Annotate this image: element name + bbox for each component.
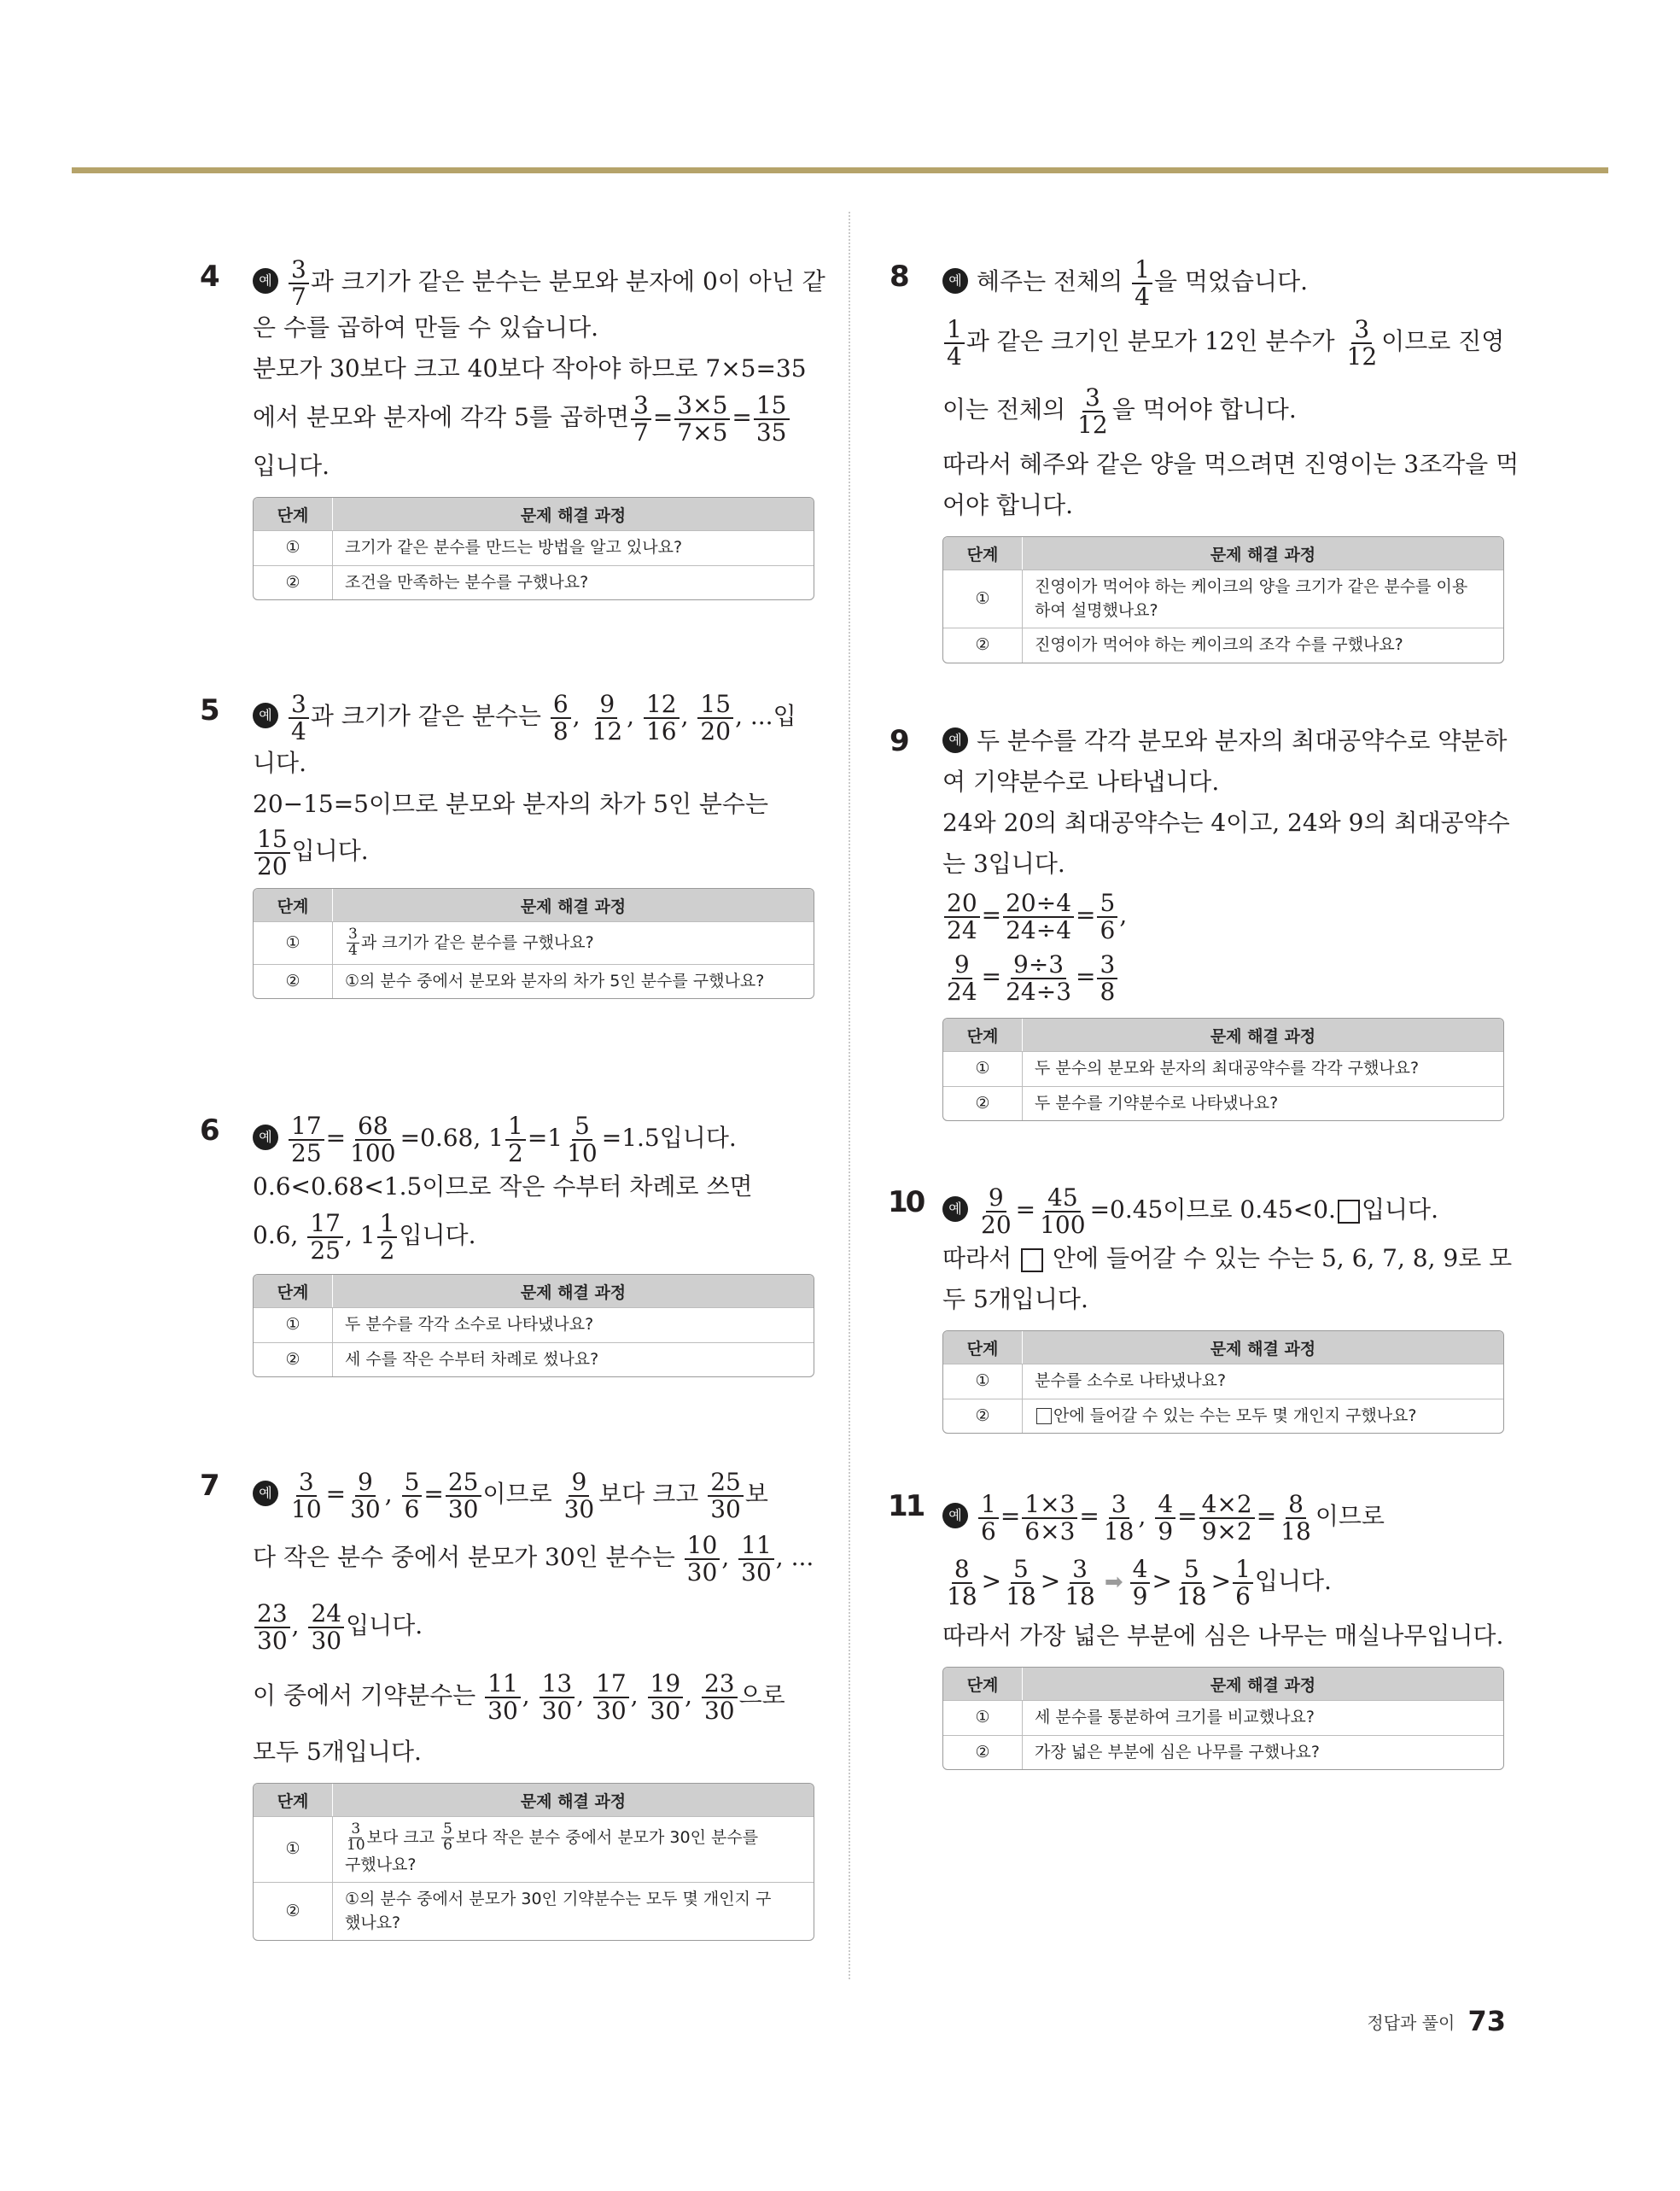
rubric-table: 단계 문제 해결 과정 ① $\frac{3}{4}$ 과 크기가 같은 분수를 구했나요? ② ①의 분수 중에서 분모와 분자의 차가 5인 분수를 구했나요? — [253, 888, 814, 999]
column-divider — [849, 212, 850, 1979]
text: 24와 20의 최대공약수는 4이고, 24와 9의 최대공약수 — [942, 809, 1510, 837]
fraction: $\frac{9}{24}$ — [947, 950, 977, 1006]
fraction: $\frac{23}{30}$ — [254, 1601, 290, 1653]
text: 이 중에서 기약분수는 — [253, 1681, 476, 1709]
fraction: $\frac{23}{30}$ — [702, 1671, 738, 1723]
fraction: $\frac{9}{12}$ — [592, 690, 623, 745]
problem-number: 10 — [888, 1185, 924, 1219]
fraction: $\frac{4}{9}$ — [1155, 1492, 1175, 1544]
fraction: $\frac{20}{24}$ — [944, 891, 980, 943]
text: 은 수를 곱하여 만들 수 있습니다. — [253, 313, 599, 342]
text: 따라서 가장 넓은 부분에 심은 나무는 매실나무입니다. — [942, 1621, 1504, 1650]
page-number: 73 — [1467, 2005, 1506, 2037]
fraction: $\frac{15}{20}$ — [254, 827, 290, 879]
fraction: $\frac{9}{30}$ — [350, 1468, 381, 1523]
fraction: $\frac{11}{30}$ — [485, 1671, 521, 1723]
fraction: $\frac{5}{6}$ — [1097, 891, 1117, 943]
problem-6: 6 예 $\frac{17}{25}$ = $\frac{68}{100}$ =0.68, 1 $\frac{1}{2}$ =1 $\frac{5}{10}$ =1.5입니다. 0.6<0.68<1.5이므로 작은 수부터 차례로 쓰면 0.6, $\frac{17}{25}$ , 1 $\frac{1}{2}$ 입니다. 단계 문제 해결 과정 ① 두 분수를 각각 소수로 나타냈나요? ② 세 수를 작은 수부터 차례로 썼나요? — [253, 1110, 816, 1377]
example-mark: 예 — [253, 268, 278, 294]
rubric-step-2: ①의 분수 중에서 분모와 분자의 차가 5인 분수를 구했나요? — [333, 964, 814, 999]
problem-4: 4 예 $\frac{3}{7}$ 과 크기가 같은 분수는 분모와 분자에 0이 아닌 같 은 수를 곱하여 만들 수 있습니다. 분모가 30보다 크고 40보다 작아야 하므로 7×5=35 에서 분모와 분자에 각각 5를 곱하면 $\frac{3}{7}$ = $\frac{3\times 5}{7\times 5}$ = $\frac{15}{35}$ 입니다. 단계 문제 해결 과정 ① 크기가 같은 분수를 만드는 방법을 알고 있나요? ② 조건을 만족하는 분수를 구했나요? — [253, 256, 816, 600]
fraction: $\frac{3}{8}$ — [1097, 952, 1117, 1004]
fraction: $\frac{8}{18}$ — [947, 1555, 977, 1610]
fraction: $\frac{5}{18}$ — [1175, 1555, 1207, 1610]
fraction: $\frac{3}{18}$ — [1103, 1490, 1135, 1545]
fraction: $\frac{4}{9}$ — [1130, 1557, 1151, 1609]
problem-number: 4 — [200, 260, 220, 294]
problem-number: 8 — [890, 260, 910, 294]
text: 20−15=5이므로 분모와 분자의 차가 5인 분수는 — [253, 790, 769, 818]
fraction: $\frac{8}{18}$ — [1280, 1490, 1311, 1545]
rubric-step-1: 분수를 소수로 나타냈나요? — [1023, 1364, 1503, 1399]
fraction: $\frac{3}{10}$ — [291, 1468, 322, 1523]
text: 0.6<0.68<1.5이므로 작은 수부터 차례로 쓰면 — [253, 1172, 753, 1201]
fraction: $\frac{3\times 5}{7\times 5}$ — [674, 393, 730, 445]
rubric-step-1: $\frac{3}{10}$ 보다 크고 $\frac{5}{6}$ 보다 작은 분수 중에서 분모가 30인 분수를 구했나요? — [333, 1816, 814, 1882]
problem-number: 6 — [200, 1113, 220, 1148]
fraction: $\frac{5}{10}$ — [567, 1112, 598, 1167]
problem-number: 9 — [890, 724, 910, 758]
fraction: $\frac{15}{20}$ — [697, 692, 733, 744]
rubric-table: 단계 문제 해결 과정 ① 두 분수를 각각 소수로 나타냈나요? ② 세 수를 작은 수부터 차례로 썼나요? — [253, 1274, 814, 1377]
blank-box — [1338, 1200, 1360, 1224]
example-mark: 예 — [942, 268, 968, 294]
fraction: $\frac{17}{25}$ — [289, 1113, 324, 1166]
text: 입니다. — [291, 837, 369, 865]
text: 두 5개입니다. — [942, 1285, 1088, 1313]
fraction: $\frac{9}{20}$ — [981, 1183, 1012, 1239]
rubric-step-1: 세 분수를 통분하여 크기를 비교했나요? — [1023, 1700, 1503, 1735]
rubric-table: 단계 문제 해결 과정 ① 진영이가 먹어야 하는 케이크의 양을 크기가 같은 분수를 이용 하여 설명했나요? ② 진영이가 먹어야 하는 케이크의 조각 수를 구했나요? — [942, 536, 1504, 663]
fraction: $\frac{10}{30}$ — [685, 1533, 720, 1585]
text: 모두 5개입니다. — [253, 1738, 422, 1766]
rubric-step-2: 세 수를 작은 수부터 차례로 썼나요? — [333, 1342, 814, 1377]
rubric-step-2: 진영이가 먹어야 하는 케이크의 조각 수를 구했나요? — [1023, 628, 1503, 663]
problem-8: 8 예 혜주는 전체의 $\frac{1}{4}$ 을 먹었습니다. $\frac{1}{4}$ 과 같은 크기인 분모가 12인 분수가 $\frac{3}{12}$ 이므로 진영 이는 전체의 $\frac{3}{12}$ 을 먹어야 합니다. 따라서 혜주와 같은 양을 먹으려면 진영이는 3조각을 먹 어야 합니다. 단계 문제 해결 과정 ① 진영이가 먹어야 하는 케이크의 양을 크기가 같은 분수를 이용 하여 설명했나요? ② 진영이가 먹어야 하는 케이크의 조각 수를 구했나요? — [942, 256, 1506, 663]
example-mark: 예 — [253, 1481, 278, 1506]
fraction: $\frac{13}{30}$ — [540, 1671, 575, 1723]
rubric-step-2: 가장 넓은 부분에 심은 나무를 구했나요? — [1023, 1735, 1503, 1770]
fraction: $\frac{9}{30}$ — [563, 1468, 595, 1523]
fraction: $\frac{3}{12}$ — [1077, 383, 1108, 439]
rubric-step-1: 두 분수의 분모와 분자의 최대공약수를 각각 구했나요? — [1023, 1051, 1503, 1086]
rubric-table: 단계 문제 해결 과정 ① 두 분수의 분모와 분자의 최대공약수를 각각 구했나요? ② 두 분수를 기약분수로 나타냈나요? — [942, 1018, 1504, 1121]
text: 과 크기가 같은 분수는 — [310, 702, 541, 730]
text: 따라서 혜주와 같은 양을 먹으려면 진영이는 3조각을 먹 — [942, 450, 1520, 478]
rubric-table: 단계 문제 해결 과정 ① 크기가 같은 분수를 만드는 방법을 알고 있나요? ② 조건을 만족하는 분수를 구했나요? — [253, 497, 814, 600]
fraction: $\frac{25}{30}$ — [446, 1469, 481, 1522]
rubric-step-2: 조건을 만족하는 분수를 구했나요? — [333, 565, 814, 600]
fraction: $\frac{12}{16}$ — [644, 692, 680, 744]
rubric-table: 단계 문제 해결 과정 ① $\frac{3}{10}$ 보다 크고 $\frac{5}{6}$ 보다 작은 분수 중에서 분모가 30인 분수를 구했나요? ② ①의 분수 중에서 분모가 30인 기약분수는 모두 몇 개인지 구 했나요? — [253, 1783, 814, 1941]
rubric-table: 단계 문제 해결 과정 ① 분수를 소수로 나타냈나요? ② 안에 들어갈 수 있는 수는 모두 몇 개인지 구했나요? — [942, 1330, 1504, 1434]
example-mark: 예 — [942, 1503, 968, 1528]
fraction: $\frac{24}{30}$ — [308, 1601, 344, 1653]
example-mark: 예 — [942, 1196, 968, 1222]
fraction: $\frac{25}{30}$ — [708, 1469, 744, 1522]
fraction: $\frac{1}{4}$ — [944, 317, 965, 369]
fraction: $\frac{9\div 3}{24\div 3}$ — [1006, 950, 1072, 1006]
example-mark: 예 — [253, 703, 278, 728]
problem-7: 7 예 $\frac{3}{10}$ = $\frac{9}{30}$ , $\frac{5}{6}$ = $\frac{25}{30}$ 이므로 $\frac{9}{30}$ 보다 크고 $\frac{25}{30}$ 보 다 작은 분수 중에서 분모가 30인 분수는 $\frac{10}{30}$ , $\frac{11}{30}$ , ... $\frac{23}{30}$ , $\frac{24}{30}$ 입니다. 이 중에서 기약분수는 $\frac{11}{30}$ , $\frac{13}{30}$ , $\frac{17}{30}$ , $\frac{19}{30}$ , $\frac{23}{30}$ 으로 모두 5개입니다. 단계 문제 해결 과정 ① $\frac{3}{10}$ 보다 크고 $\frac{5}{6}$ 보다 작은 분수 중에서 분모가 30인 분수를 구했나요? ② ①의 분수 중에서 분모가 30인 기약분수는 모두 몇 개인지 구 했나요? — [253, 1465, 816, 1941]
fraction: $\frac{68}{100}$ — [350, 1112, 396, 1167]
right-arrow-icon: ➡ — [1104, 1569, 1123, 1595]
text: , ...입 — [735, 702, 796, 730]
example-mark: 예 — [253, 1125, 278, 1150]
text: 과 크기가 같은 분수는 분모와 분자에 0이 아닌 같 — [310, 267, 825, 295]
problem-9: 9 예 두 분수를 각각 분모와 분자의 최대공약수로 약분하 여 기약분수로 나타냅니다. 24와 20의 최대공약수는 4이고, 24와 9의 최대공약수 는 3입니다. $\frac{20}{24}$ = $\frac{20\div 4}{24\div 4}$ = $\frac{5}{6}$ , $\frac{9}{24}$ = $\frac{9\div 3}{24\div 3}$ = $\frac{3}{8}$ 단계 문제 해결 과정 ① 두 분수의 분모와 분자의 최대공약수를 각각 구했나요? ② 두 분수를 기약분수로 나타냈나요? — [942, 721, 1506, 1121]
text: 여 기약분수로 나타냅니다. — [942, 768, 1220, 796]
problem-number: 7 — [200, 1469, 220, 1503]
fraction: $\frac{17}{30}$ — [593, 1671, 629, 1723]
fraction: $\frac{3}{18}$ — [1065, 1555, 1095, 1610]
fraction: $\frac{1\times 3}{6\times 3}$ — [1022, 1492, 1077, 1544]
fraction: $\frac{17}{25}$ — [307, 1211, 343, 1263]
rubric-step-1: 진영이가 먹어야 하는 케이크의 양을 크기가 같은 분수를 이용 하여 설명했나요? — [1023, 570, 1503, 628]
fraction: $\frac{19}{30}$ — [648, 1671, 684, 1723]
rubric-table: 단계 문제 해결 과정 ① 세 분수를 통분하여 크기를 비교했나요? ② 가장 넓은 부분에 심은 나무를 구했나요? — [942, 1667, 1504, 1770]
fraction: $\frac{3}{7}$ — [631, 393, 651, 445]
text: 다 작은 분수 중에서 분모가 30인 분수는 — [253, 1543, 675, 1571]
fraction: $\frac{3}{4}$ — [289, 692, 309, 744]
fraction: $\frac{4\times 2}{9\times 2}$ — [1199, 1492, 1255, 1544]
rubric-step-2: 안에 들어갈 수 있는 수는 모두 몇 개인지 구했나요? — [1023, 1399, 1503, 1434]
rubric-step-1: 크기가 같은 분수를 만드는 방법을 알고 있나요? — [333, 530, 814, 565]
top-rule — [72, 167, 1608, 173]
fraction: $\frac{5}{18}$ — [1006, 1555, 1036, 1610]
fraction: $\frac{1}{6}$ — [978, 1492, 999, 1544]
fraction: $\frac{15}{35}$ — [754, 393, 790, 445]
fraction: $\frac{1}{2}$ — [505, 1113, 526, 1166]
footer-label: 정답과 풀이 — [1367, 2012, 1455, 2033]
text: 니다. — [253, 749, 306, 777]
rubric-step-1: $\frac{3}{4}$ 과 크기가 같은 분수를 구했나요? — [333, 921, 814, 964]
rubric-header-process: 문제 해결 과정 — [333, 498, 814, 530]
rubric-step-2: ①의 분수 중에서 분모가 30인 기약분수는 모두 몇 개인지 구 했나요? — [333, 1882, 814, 1940]
text: 분모가 30보다 크고 40보다 작아야 하므로 7×5=35 — [253, 354, 807, 383]
fraction: $\frac{1}{2}$ — [377, 1211, 398, 1263]
fraction: $\frac{5}{6}$ — [402, 1469, 423, 1522]
fraction: $\frac{3}{12}$ — [1346, 315, 1378, 371]
blank-box — [1021, 1248, 1043, 1272]
problem-11: 11 예 $\frac{1}{6}$ = $\frac{1\times 3}{6\times 3}$ = $\frac{3}{18}$ , $\frac{4}{9}$ = $\frac{4\times 2}{9\times 2}$ = $\frac{8}{18}$ 이므로 $\frac{8}{18}$ > $\frac{5}{18}$ > $\frac{3}{18}$ ➡ $\frac{4}{9}$ > $\frac{5}{18}$ > $\frac{1}{6}$ 입니다. 따라서 가장 넓은 부분에 심은 나무는 매실나무입니다. 단계 문제 해결 과정 ① 세 분수를 통분하여 크기를 비교했나요? ② 가장 넓은 부분에 심은 나무를 구했나요? — [942, 1486, 1506, 1770]
fraction: $\frac{11}{30}$ — [738, 1533, 774, 1585]
problem-number: 11 — [888, 1489, 924, 1523]
problem-10: 10 예 $\frac{9}{20}$ = $\frac{45}{100}$ =0.45이므로 0.45<0. 입니다. 따라서 안에 들어갈 수 있는 수는 5, 6, 7, 8, 9로 모 두 5개입니다. 단계 문제 해결 과정 ① 분수를 소수로 나타냈나요? ② 안에 들어갈 수 있는 수는 모두 몇 개인지 구했나요? — [942, 1182, 1506, 1434]
fraction: $\frac{20\div 4}{24\div 4}$ — [1003, 891, 1074, 943]
rubric-header-step: 단계 — [254, 498, 333, 530]
example-mark: 예 — [942, 727, 968, 753]
rubric-step-1: 두 분수를 각각 소수로 나타냈나요? — [333, 1307, 814, 1342]
fraction-3-7: $\frac{3}{7}$ — [289, 257, 309, 309]
rubric-step-2: 두 분수를 기약분수로 나타냈나요? — [1023, 1086, 1503, 1121]
problem-number: 5 — [200, 693, 220, 727]
page-footer — [1367, 2005, 1506, 2037]
text: 는 3입니다. — [942, 850, 1065, 878]
fraction: $\frac{1}{4}$ — [1132, 257, 1152, 309]
fraction: $\frac{45}{100}$ — [1040, 1183, 1086, 1239]
text: 에서 분모와 분자에 각각 5를 곱하면 — [253, 403, 629, 431]
fraction: $\frac{1}{6}$ — [1233, 1557, 1253, 1609]
text: 어야 합니다. — [942, 491, 1074, 519]
blank-box — [1036, 1408, 1052, 1424]
problem-5: 5 예 $\frac{3}{4}$ 과 크기가 같은 분수는 $\frac{6}{8}$ , $\frac{9}{12}$ , $\frac{12}{16}$ , $\frac{15}{20}$ , ...입 니다. 20−15=5이므로 분모와 분자의 차가 5인 분수는 $\frac{15}{20}$ 입니다. 단계 문제 해결 과정 ① $\frac{3}{4}$ 과 크기가 같은 분수를 구했나요? ② ①의 분수 중에서 분모와 분자의 차가 5인 분수를 구했나요? — [253, 690, 816, 999]
text: 입니다. — [253, 452, 330, 480]
fraction: $\frac{6}{8}$ — [551, 692, 571, 744]
